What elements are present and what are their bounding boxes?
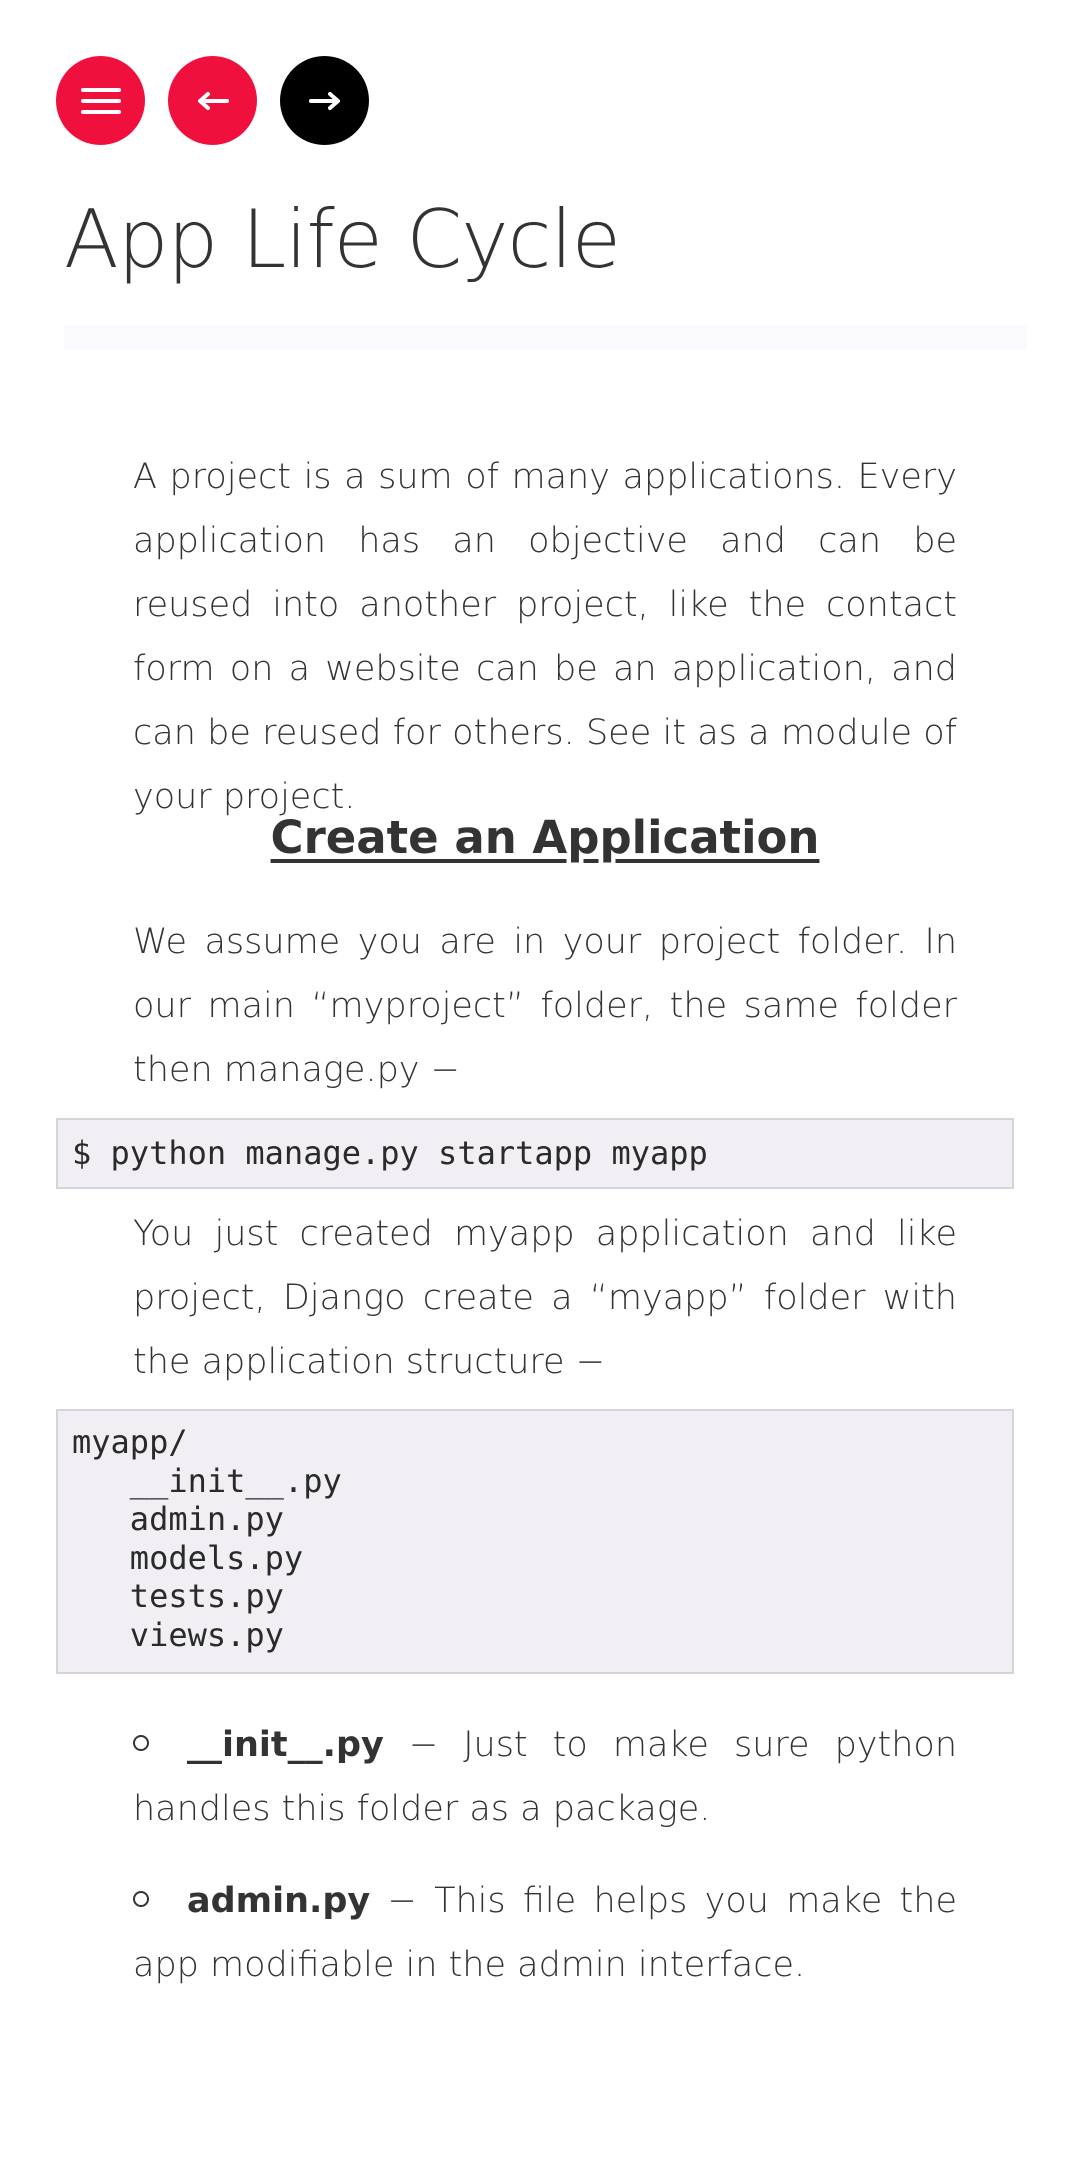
hamburger-menu-icon	[81, 86, 121, 116]
list-item-description: − This file helps you make the app modifiable in the admin interface.	[133, 1881, 957, 1985]
list-item	[133, 1713, 957, 1841]
intro-paragraph: A project is a sum of many applications. Every application has an objective and can be reused into another project, like the contact form on a website can be an application, and can be reused for others. See it as a module of your project.	[133, 457, 957, 817]
next-button[interactable]	[280, 56, 369, 145]
list-item-term: __init__.py	[187, 1725, 384, 1765]
section-heading: Create an Application	[270, 811, 820, 864]
navigation-bar	[56, 56, 369, 145]
structure-code-block: myapp/ __init__.py admin.py models.py tests.py views.py	[56, 1409, 1014, 1674]
arrow-left-icon	[197, 91, 229, 111]
page-title: App Life Cycle	[64, 193, 620, 286]
arrow-right-icon	[309, 91, 341, 111]
assume-paragraph: We assume you are in your project folder. In our main “myproject” folder, the same folder then manage.py −	[133, 922, 957, 1090]
circle-bullet-icon	[133, 1891, 149, 1907]
list-item	[133, 1869, 957, 1997]
previous-button[interactable]	[168, 56, 257, 145]
created-paragraph: You just created myapp application and like project, Django create a “myapp” folder with the application structure −	[133, 1214, 957, 1382]
list-item-term: admin.py	[187, 1881, 371, 1921]
list-item-description: − Just to make sure python handles this folder as a package.	[133, 1725, 957, 1829]
menu-button[interactable]	[56, 56, 145, 145]
title-divider	[64, 325, 1027, 349]
command-code-block: $ python manage.py startapp myapp	[56, 1118, 1014, 1189]
circle-bullet-icon	[133, 1735, 149, 1751]
